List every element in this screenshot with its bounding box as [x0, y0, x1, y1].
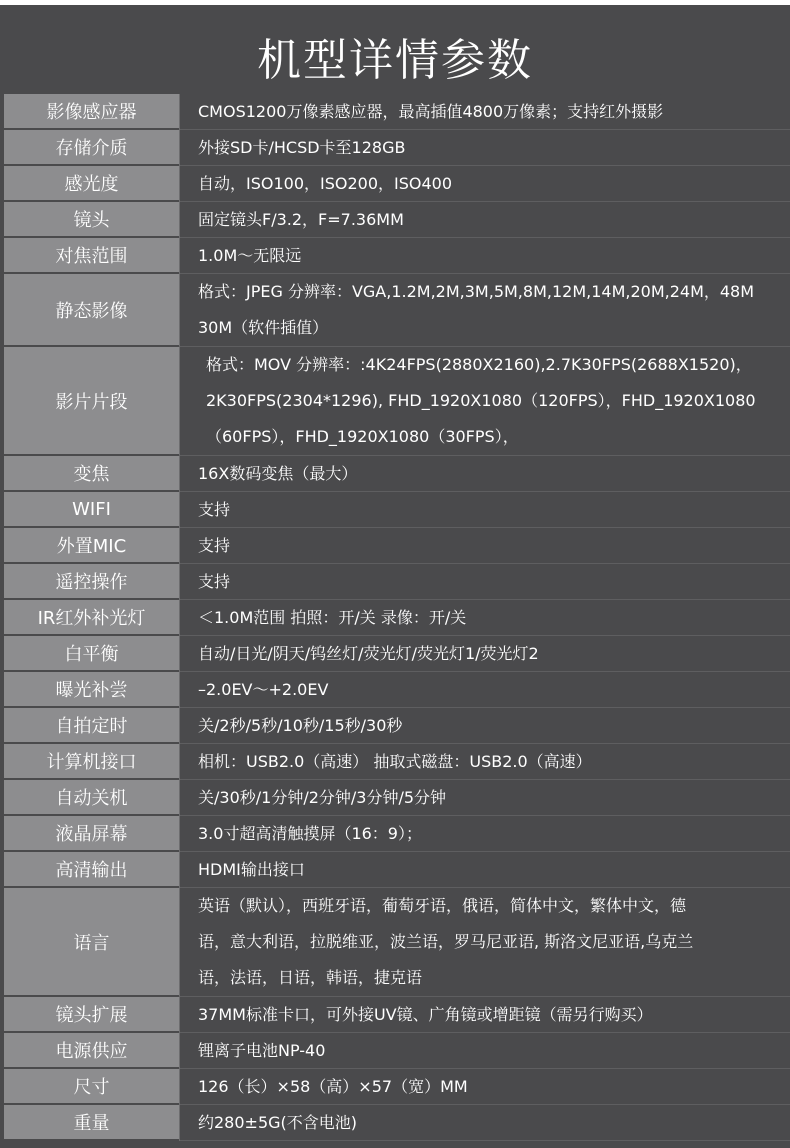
spec-value	[179, 816, 790, 852]
spec-label: 镜头扩展	[4, 997, 179, 1033]
spec-value	[179, 528, 790, 564]
spec-table	[4, 94, 790, 1141]
spec-value	[179, 94, 790, 130]
spec-value-line: 16X数码变焦（最大）	[180, 456, 790, 492]
spec-value-line: 英语（默认），西班牙语，葡萄牙语，俄语，简体中文，繁体中文，德	[198, 896, 687, 915]
spec-value	[179, 708, 790, 744]
spec-value-line: 外接SD卡/HCSD卡至128GB	[180, 130, 790, 166]
spec-label: 感光度	[4, 166, 179, 202]
spec-value-line: 关/30秒/1分钟/2分钟/3分钟/5分钟	[180, 780, 790, 816]
spec-label: 变焦	[4, 456, 179, 492]
spec-row	[4, 1069, 790, 1105]
spec-value-line: HDMI输出接口	[180, 852, 790, 888]
spec-row	[4, 94, 790, 130]
spec-row	[4, 564, 790, 600]
spec-value-line: 1.0M～无限远	[180, 238, 790, 274]
spec-row	[4, 636, 790, 672]
spec-row	[4, 888, 790, 997]
spec-value-line: 格式：JPEG 分辨率：VGA,1.2M,2M,3M,5M,8M,12M,14M,20M,24M，48M	[198, 282, 755, 301]
spec-value	[179, 672, 790, 708]
top-border	[0, 0, 790, 5]
spec-label: 对焦范围	[4, 238, 179, 274]
spec-value	[179, 780, 790, 816]
page-title: 机型详情参数	[257, 35, 533, 86]
spec-value-line: 37MM标准卡口，可外接UV镜、广角镜或增距镜（需另行购买）	[180, 997, 790, 1033]
spec-label: WIFI	[4, 492, 179, 528]
spec-value	[179, 492, 790, 528]
spec-row	[4, 744, 790, 780]
spec-row	[4, 672, 790, 708]
spec-label: 高清输出	[4, 852, 179, 888]
spec-value-line: 支持	[180, 492, 790, 528]
spec-value	[179, 347, 790, 456]
spec-value-line: ＜1.0M范围 拍照：开/关 录像：开/关	[180, 600, 790, 636]
spec-label: 电源供应	[4, 1033, 179, 1069]
spec-label: 语言	[4, 888, 179, 997]
spec-row	[4, 130, 790, 166]
spec-row	[4, 238, 790, 274]
spec-value	[179, 888, 790, 997]
spec-label: 白平衡	[4, 636, 179, 672]
spec-row	[4, 997, 790, 1033]
spec-row	[4, 780, 790, 816]
spec-row	[4, 202, 790, 238]
spec-value	[179, 636, 790, 672]
spec-value-line: 3.0寸超高清触摸屏（16：9）；	[180, 816, 790, 852]
spec-label: 影片片段	[4, 347, 179, 456]
spec-label: 计算机接口	[4, 744, 179, 780]
spec-row	[4, 1033, 790, 1069]
spec-value-line: 锂离子电池NP-40	[180, 1033, 790, 1069]
spec-value-line: 2K30FPS(2304*1296), FHD_1920X1080（120FPS），FHD_1920X1080	[206, 391, 756, 410]
spec-value-line: 关/2秒/5秒/10秒/15秒/30秒	[180, 708, 790, 744]
spec-value-line: 语，意大利语，拉脱维亚，波兰语，罗马尼亚语, 斯洛文尼亚语,乌克兰	[198, 932, 694, 951]
spec-row	[4, 528, 790, 564]
spec-row	[4, 1105, 790, 1141]
spec-value	[179, 130, 790, 166]
spec-label: 外置MIC	[4, 528, 179, 564]
spec-row	[4, 347, 790, 456]
spec-label: 曝光补尝	[4, 672, 179, 708]
spec-row	[4, 166, 790, 202]
spec-value	[179, 564, 790, 600]
spec-value-line: 支持	[180, 528, 790, 564]
spec-value	[179, 744, 790, 780]
spec-label: 存储介质	[4, 130, 179, 166]
spec-label: 液晶屏幕	[4, 816, 179, 852]
spec-value-line: CMOS1200万像素感应器，最高插值4800万像素；支持红外摄影	[180, 94, 790, 130]
spec-value	[179, 1105, 790, 1141]
spec-row	[4, 492, 790, 528]
spec-value-line: 相机：USB2.0（高速） 抽取式磁盘：USB2.0（高速）	[180, 744, 790, 780]
spec-label: IR红外补光灯	[4, 600, 179, 636]
spec-value-line: 约280±5G(不含电池)	[180, 1105, 790, 1141]
spec-value-line: 自动，ISO100，ISO200，ISO400	[180, 166, 790, 202]
spec-value	[179, 1033, 790, 1069]
spec-value-line: 自动/日光/阴天/钨丝灯/荧光灯/荧光灯1/荧光灯2	[180, 636, 790, 672]
spec-value	[179, 852, 790, 888]
spec-value-line: 支持	[180, 564, 790, 600]
spec-value	[179, 202, 790, 238]
spec-value-line: 格式：MOV 分辨率：:4K24FPS(2880X2160),2.7K30FPS(2688X1520)，	[206, 355, 752, 374]
spec-label: 影像感应器	[4, 94, 179, 130]
spec-value-line: 固定镜头F/3.2，F=7.36MM	[180, 202, 790, 238]
spec-value	[179, 274, 790, 347]
spec-row	[4, 816, 790, 852]
spec-row	[4, 852, 790, 888]
spec-label: 自拍定时	[4, 708, 179, 744]
spec-label: 遥控操作	[4, 564, 179, 600]
spec-label: 重量	[4, 1105, 179, 1141]
spec-value	[179, 166, 790, 202]
spec-value	[179, 600, 790, 636]
spec-value	[179, 997, 790, 1033]
spec-value-line: –2.0EV～+2.0EV	[180, 672, 790, 708]
spec-value	[179, 456, 790, 492]
spec-value-line: 126（长）×58（高）×57（宽）MM	[180, 1069, 790, 1105]
spec-row	[4, 708, 790, 744]
spec-value-line: 语，法语，日语，韩语，捷克语	[198, 968, 423, 987]
spec-label: 自动关机	[4, 780, 179, 816]
spec-row	[4, 274, 790, 347]
spec-label: 尺寸	[4, 1069, 179, 1105]
spec-row	[4, 600, 790, 636]
spec-label: 静态影像	[4, 274, 179, 347]
spec-value	[179, 1069, 790, 1105]
spec-label: 镜头	[4, 202, 179, 238]
spec-value	[179, 238, 790, 274]
spec-row	[4, 456, 790, 492]
spec-value-line: （60FPS），FHD_1920X1080（30FPS），	[206, 427, 519, 446]
spec-value-line: 30M（软件插值）	[198, 318, 329, 337]
